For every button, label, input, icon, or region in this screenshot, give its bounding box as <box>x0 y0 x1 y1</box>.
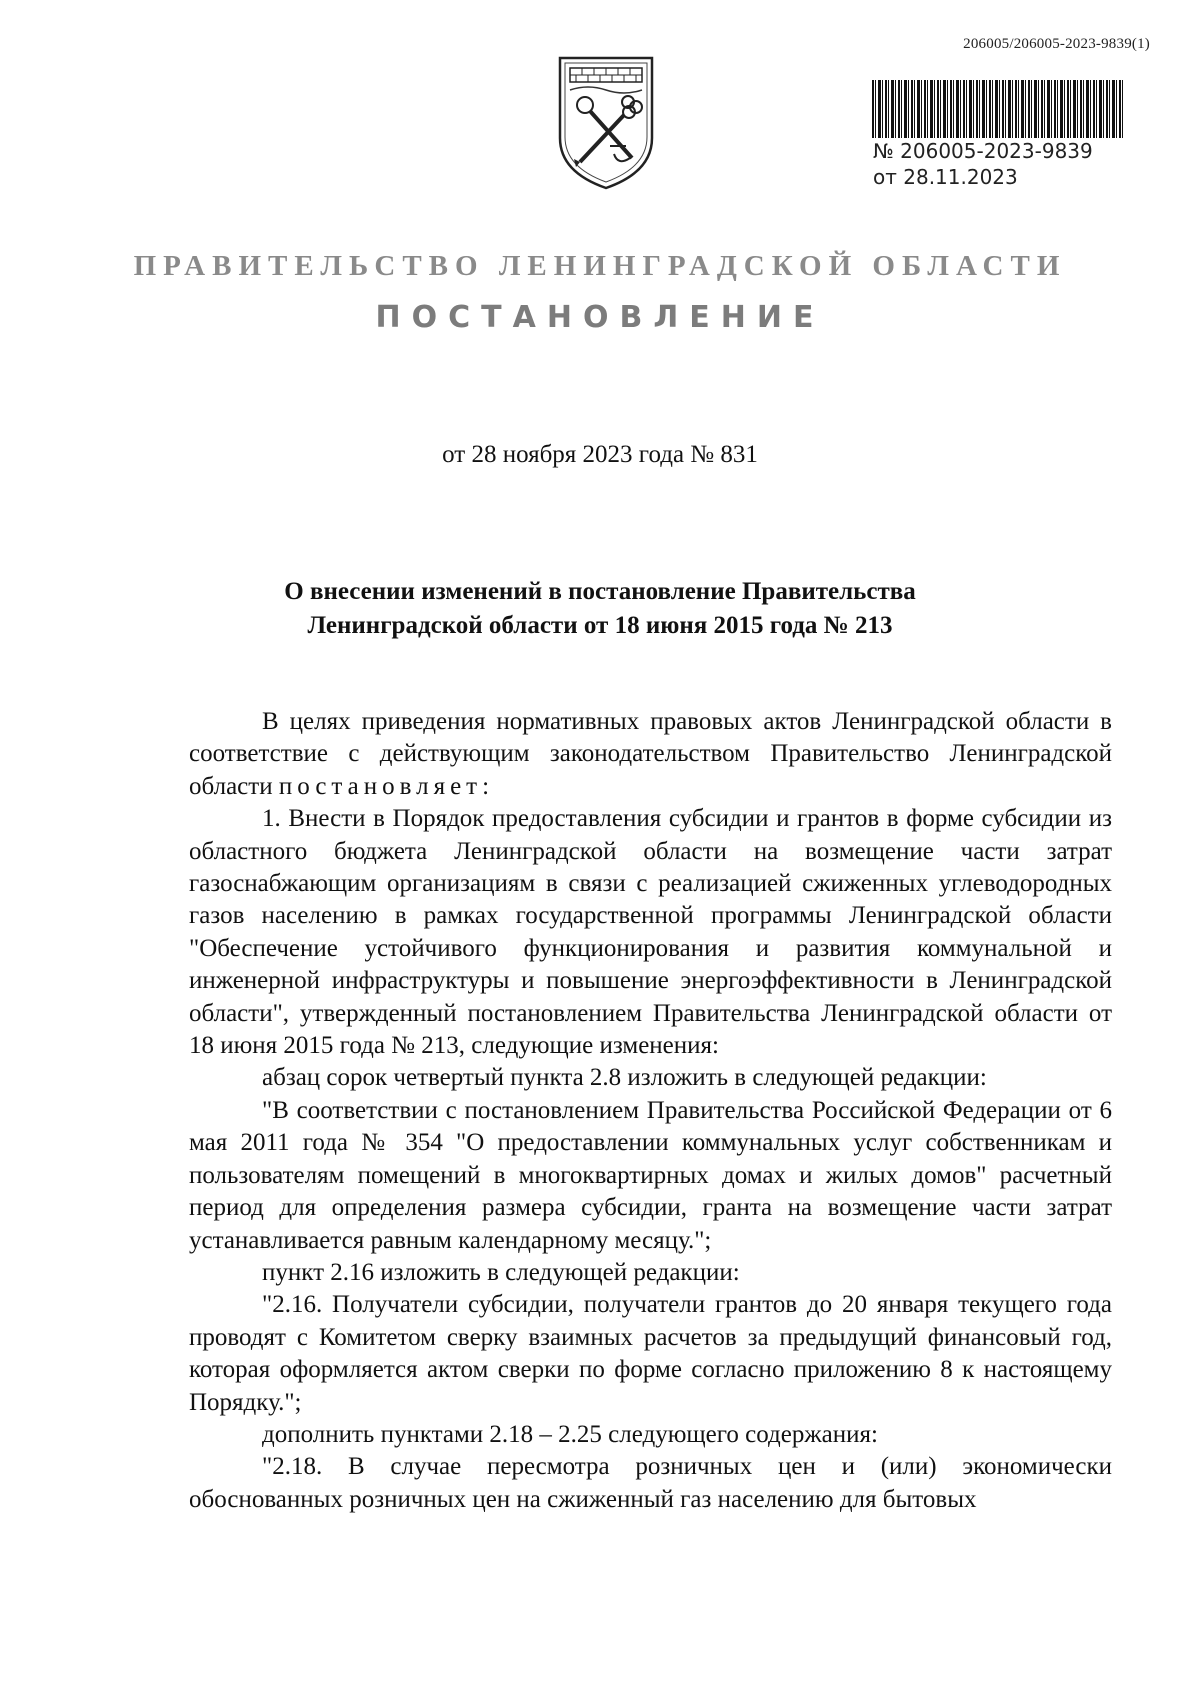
barcode <box>872 80 1124 138</box>
registration-number: № 206005-2023-9839 <box>873 139 1093 163</box>
subject-line-1: О внесении изменений в постановление Правительства <box>284 578 916 605</box>
resolution-subject <box>0 575 1200 643</box>
registration-block <box>873 138 1093 190</box>
document-type-title: ПОСТАНОВЛЕНИЕ <box>375 300 825 335</box>
document-id: 206005/206005-2023-9839(1) <box>963 36 1150 52</box>
body-paragraph-5: пункт 2.16 изложить в следующей редакции: <box>262 1258 740 1286</box>
resolution-body <box>189 706 1112 1516</box>
government-title: ПРАВИТЕЛЬСТВО ЛЕНИНГРАДСКОЙ ОБЛАСТИ <box>133 250 1067 282</box>
body-paragraph-8: "2.18. В случае пересмотра розничных цен и (или) экономически обоснованных розничных цен на сжиженный газ населению для бытовых <box>189 1453 1112 1513</box>
body-paragraph-7: дополнить пунктами 2.18 – 2.25 следующего содержания: <box>262 1420 878 1448</box>
body-paragraph-3: абзац сорок четвертый пункта 2.8 изложить в следующей редакции: <box>262 1064 987 1092</box>
body-paragraph-1 <box>189 706 1112 803</box>
body-paragraph-4: "В соответствии с постановлением Правительства Российской Федерации от 6 мая 2011 года № 354 "О предоставлении коммунальных услуг собственникам и пользователям помещений в многоквартирных домах и жилых домов" расчетный период для определения размера субсидии, гранта на возмещение части затрат устанавливается равным календарному месяцу."; <box>189 1096 1112 1254</box>
subject-line-2: Ленинградской области от 18 июня 2015 года № 213 <box>307 612 893 639</box>
coat-of-arms-icon <box>552 50 660 192</box>
body-paragraph-2: 1. Внести в Порядок предоставления субсидии и грантов в форме субсидии из областного бюджета Ленинградской области на возмещение части затрат газоснабжающим организациям в связи с реализацией сжиженных углеводородных газов населению в рамках государственной программы Ленинградской области "Обеспечение устойчивого функционирования и развития коммунальной и инженерной инфраструктуры и повышение энергоэффективности в Ленинградской области", утвержденный постановлением Правительства Ленинградской области от 18 июня 2015 года № 213, следующие изменения: <box>189 805 1112 1060</box>
body-paragraph-6: "2.16. Получатели субсидии, получатели грантов до 20 января текущего года проводят с Комитетом сверку взаимных расчетов за предыдущий финансовый год, которая оформляется актом сверки по форме согласно приложению 8 к настоящему Порядку."; <box>189 1291 1112 1416</box>
resolution-date-number: от 28 ноября 2023 года № 831 <box>442 441 758 468</box>
preamble-text: В целях приведения нормативных правовых актов Ленинградской области в соответствие с действующим законодательством Правительство Ленинградской области <box>189 708 1112 800</box>
decree-word: постановляет: <box>278 772 495 800</box>
registration-date: от 28.11.2023 <box>873 165 1018 189</box>
